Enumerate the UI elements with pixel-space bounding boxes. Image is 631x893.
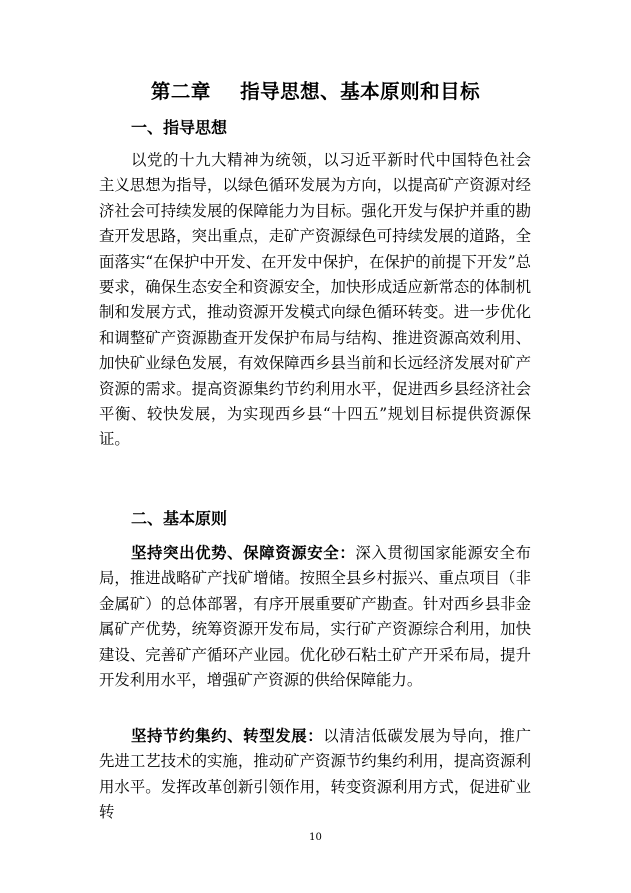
paragraph-text: 深入贯彻国家能源安全布局，推进战略矿产找矿增储。按照全县乡村振兴、重点项目（非金属矿）的总体部署，有序开展重要矿产勘查。针对西乡县非金属矿产优势，统筹资源开发布局，实行矿产资源综合利用，加快建设、完善矿产循环产业园。优化砂石粘土矿产开采布局，提升开发利用水平，增强矿产资源的供给保障能力。 xyxy=(99,544,531,690)
page-number: 10 xyxy=(309,832,322,843)
section-heading-basic-principles: 二、基本原则 xyxy=(131,509,228,528)
chapter-title: 第二章 指导思想、基本原则和目标 xyxy=(150,80,481,103)
principle-paragraph-resource-security xyxy=(99,541,531,693)
paragraph-lead: 坚持节约集约、转型发展： xyxy=(131,727,324,745)
section-heading-guiding-ideology: 一、指导思想 xyxy=(131,118,228,137)
paragraph-lead: 坚持突出优势、保障资源安全： xyxy=(131,544,356,562)
paragraph-text: 以党的十九大精神为统领，以习近平新时代中国特色社会主义思想为指导，以绿色循环发展为方向，以提高矿产资源对经济社会可持续发展的保障能力为目标。强化开发与保护并重的勘查开发思路，突出重点，走矿产资源绿色可持续发展的道路，全面落实“在保护中开发、在开发中保护，在保护的前提下开发”总要求，确保生态安全和资源安全，加快形成适应新常态的体制机制和发展方式，推动资源开发模式向绿色循环转变。进一步优化和调整矿产资源勘查开发保护布局与结构、推进资源高效利用、加快矿业绿色发展，有效保障西乡县当前和长远经济发展对矿产资源的需求。提高资源集约节约利用水平，促进西乡县经济社会平衡、较快发展，为实现西乡县“十四五”规划目标提供资源保证。 xyxy=(99,151,531,449)
paragraph-text: 以清洁低碳发展为导向，推广先进工艺技术的实施，推动矿产资源节约集约利用，提高资源利用水平。发挥改革创新引领作用，转变资源利用方式，促进矿业转 xyxy=(99,727,531,822)
guiding-ideology-paragraph xyxy=(99,148,531,453)
principle-paragraph-intensive-transformation xyxy=(99,724,531,826)
